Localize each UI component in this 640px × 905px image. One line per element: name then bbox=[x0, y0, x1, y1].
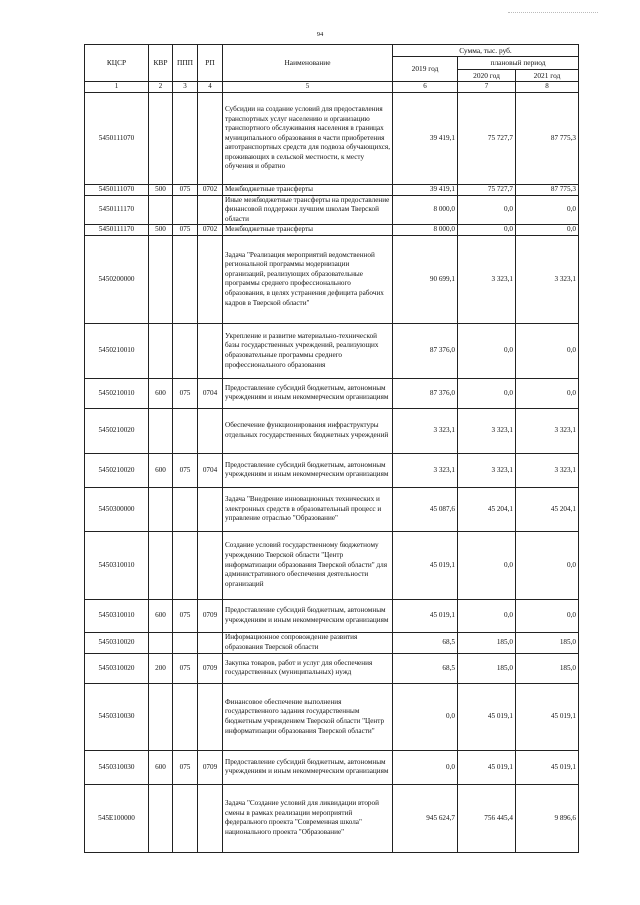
table-row bbox=[85, 453, 579, 487]
cell-name: Иные межбюджетные трансферты на предоставление финансовой поддержки лучшим школам Тверской области bbox=[223, 195, 393, 225]
table-row bbox=[85, 235, 579, 323]
cell-kvr bbox=[149, 683, 173, 750]
cell-kvr bbox=[149, 323, 173, 378]
cell-ppp: 075 bbox=[173, 750, 198, 784]
cell-2020: 185,0 bbox=[458, 653, 516, 683]
cell-2020: 75 727,7 bbox=[458, 93, 516, 185]
cell-kcsr: 5450310010 bbox=[85, 599, 149, 632]
table-row bbox=[85, 408, 579, 453]
cell-2021: 45 019,1 bbox=[516, 750, 579, 784]
cell-ppp: 075 bbox=[173, 599, 198, 632]
cell-kvr: 200 bbox=[149, 653, 173, 683]
table-row bbox=[85, 750, 579, 784]
header-kcsr: КЦСР bbox=[85, 45, 149, 82]
column-number: 8 bbox=[516, 82, 579, 93]
cell-name: Межбюджетные трансферты bbox=[223, 185, 393, 196]
cell-name: Задача "Реализация мероприятий ведомственной региональной программы модернизации организаций, реализующих образовательные программы среднего профессионального образования, в целях устранения дефицита рабочих кадров в Тверской области" bbox=[223, 235, 393, 323]
cell-rp: 0702 bbox=[198, 225, 223, 236]
header-ppp: ППП bbox=[173, 45, 198, 82]
cell-2021: 87 775,3 bbox=[516, 185, 579, 196]
cell-name: Создание условий государственному бюджетному учреждению Тверской области "Центр информатизации образования Тверской области" для административного обеспечения деятельности организаций bbox=[223, 531, 393, 599]
cell-rp: 0704 bbox=[198, 453, 223, 487]
table-row bbox=[85, 323, 579, 378]
cell-2019: 39 419,1 bbox=[393, 93, 458, 185]
cell-2021: 0,0 bbox=[516, 225, 579, 236]
cell-2020: 0,0 bbox=[458, 323, 516, 378]
cell-2020: 45 019,1 bbox=[458, 683, 516, 750]
cell-name: Субсидии на создание условий для предоставления транспортных услуг населению и организацию транспортного обслуживания населения в границах муниципального образования в части приобретения автотранспортных средств для подвоза обучающихся, проживающих в сельской местности, к месту обучения и обратно bbox=[223, 93, 393, 185]
column-number: 5 bbox=[223, 82, 393, 93]
cell-kvr: 500 bbox=[149, 225, 173, 236]
cell-name: Межбюджетные трансферты bbox=[223, 225, 393, 236]
cell-rp bbox=[198, 195, 223, 225]
table-row bbox=[85, 93, 579, 185]
cell-2021: 45 019,1 bbox=[516, 683, 579, 750]
cell-kcsr: 5450310020 bbox=[85, 632, 149, 653]
cell-kvr bbox=[149, 195, 173, 225]
cell-2019: 45 087,6 bbox=[393, 487, 458, 531]
cell-2019: 68,5 bbox=[393, 632, 458, 653]
cell-rp bbox=[198, 487, 223, 531]
cell-ppp: 075 bbox=[173, 653, 198, 683]
cell-kvr: 600 bbox=[149, 378, 173, 408]
cell-kcsr: 5450310030 bbox=[85, 683, 149, 750]
column-number: 1 bbox=[85, 82, 149, 93]
cell-kvr: 600 bbox=[149, 750, 173, 784]
cell-kcsr: 5450111170 bbox=[85, 225, 149, 236]
cell-kvr: 600 bbox=[149, 599, 173, 632]
cell-ppp bbox=[173, 195, 198, 225]
cell-kcsr: 5450310020 bbox=[85, 653, 149, 683]
cell-ppp bbox=[173, 323, 198, 378]
cell-2019: 0,0 bbox=[393, 683, 458, 750]
cell-2020: 756 445,4 bbox=[458, 784, 516, 852]
cell-rp bbox=[198, 408, 223, 453]
cell-2021: 0,0 bbox=[516, 323, 579, 378]
cell-2021: 45 204,1 bbox=[516, 487, 579, 531]
cell-2020: 0,0 bbox=[458, 599, 516, 632]
cell-2021: 185,0 bbox=[516, 632, 579, 653]
cell-kvr bbox=[149, 632, 173, 653]
cell-name: Задача "Создание условий для ликвидации второй смены в рамках реализации мероприятий федерального проекта "Современная школа" национального проекта "Образование" bbox=[223, 784, 393, 852]
cell-2019: 39 419,1 bbox=[393, 185, 458, 196]
cell-kvr bbox=[149, 93, 173, 185]
cell-ppp: 075 bbox=[173, 225, 198, 236]
cell-rp bbox=[198, 632, 223, 653]
header-name: Наименование bbox=[223, 45, 393, 82]
cell-ppp: 075 bbox=[173, 378, 198, 408]
cell-2021: 0,0 bbox=[516, 531, 579, 599]
cell-2020: 3 323,1 bbox=[458, 408, 516, 453]
column-number: 6 bbox=[393, 82, 458, 93]
cell-2020: 0,0 bbox=[458, 531, 516, 599]
table-row bbox=[85, 487, 579, 531]
cell-2020: 0,0 bbox=[458, 378, 516, 408]
cell-rp: 0704 bbox=[198, 378, 223, 408]
table-row bbox=[85, 225, 579, 236]
cell-kvr bbox=[149, 408, 173, 453]
column-number: 2 bbox=[149, 82, 173, 93]
header-2019: 2019 год bbox=[393, 57, 458, 82]
cell-kvr bbox=[149, 531, 173, 599]
cell-2019: 45 019,1 bbox=[393, 531, 458, 599]
cell-2019: 68,5 bbox=[393, 653, 458, 683]
cell-ppp bbox=[173, 235, 198, 323]
cell-kcsr: 5450310010 bbox=[85, 531, 149, 599]
cell-2020: 45 204,1 bbox=[458, 487, 516, 531]
cell-rp bbox=[198, 93, 223, 185]
cell-ppp bbox=[173, 632, 198, 653]
table-row bbox=[85, 632, 579, 653]
table-row bbox=[85, 784, 579, 852]
cell-rp: 0702 bbox=[198, 185, 223, 196]
column-number: 4 bbox=[198, 82, 223, 93]
cell-rp bbox=[198, 784, 223, 852]
cell-kcsr: 5450210010 bbox=[85, 378, 149, 408]
cell-name: Обеспечение функционирования инфраструктуры отдельных государственных бюджетных учреждений bbox=[223, 408, 393, 453]
cell-2020: 3 323,1 bbox=[458, 235, 516, 323]
cell-2020: 45 019,1 bbox=[458, 750, 516, 784]
cell-2021: 0,0 bbox=[516, 599, 579, 632]
page-number: 94 bbox=[316, 31, 324, 38]
cell-kcsr: 5450200000 bbox=[85, 235, 149, 323]
header-2021: 2021 год bbox=[516, 70, 579, 82]
table-row bbox=[85, 653, 579, 683]
cell-name: Предоставление субсидий бюджетным, автономным учреждениям и иным некоммерческим организациям bbox=[223, 750, 393, 784]
cell-2019: 8 000,0 bbox=[393, 225, 458, 236]
cell-kcsr: 5450111070 bbox=[85, 93, 149, 185]
cell-2021: 0,0 bbox=[516, 378, 579, 408]
cell-2019: 945 624,7 bbox=[393, 784, 458, 852]
cell-2021: 3 323,1 bbox=[516, 235, 579, 323]
cell-name: Информационное сопровождение развития образования Тверской области bbox=[223, 632, 393, 653]
column-number: 7 bbox=[458, 82, 516, 93]
cell-kcsr: 5450310030 bbox=[85, 750, 149, 784]
cell-2021: 3 323,1 bbox=[516, 408, 579, 453]
cell-rp: 0709 bbox=[198, 750, 223, 784]
cell-2020: 0,0 bbox=[458, 225, 516, 236]
cell-kvr bbox=[149, 235, 173, 323]
table-row bbox=[85, 185, 579, 196]
cell-2021: 0,0 bbox=[516, 195, 579, 225]
cell-ppp bbox=[173, 784, 198, 852]
scan-artifact bbox=[508, 12, 598, 15]
header-rp: РП bbox=[198, 45, 223, 82]
cell-ppp: 075 bbox=[173, 453, 198, 487]
cell-kcsr: 5450111070 bbox=[85, 185, 149, 196]
cell-2021: 3 323,1 bbox=[516, 453, 579, 487]
cell-name: Закупка товаров, работ и услуг для обеспечения государственных (муниципальных) нужд bbox=[223, 653, 393, 683]
budget-table bbox=[84, 44, 579, 853]
header-kvr: КВР bbox=[149, 45, 173, 82]
cell-ppp bbox=[173, 531, 198, 599]
cell-ppp: 075 bbox=[173, 185, 198, 196]
cell-name: Предоставление субсидий бюджетным, автономным учреждениям и иным некоммерческим организациям bbox=[223, 378, 393, 408]
cell-ppp bbox=[173, 683, 198, 750]
table-row bbox=[85, 683, 579, 750]
cell-rp bbox=[198, 531, 223, 599]
cell-2020: 0,0 bbox=[458, 195, 516, 225]
cell-2021: 185,0 bbox=[516, 653, 579, 683]
cell-2021: 87 775,3 bbox=[516, 93, 579, 185]
cell-kvr bbox=[149, 784, 173, 852]
cell-rp bbox=[198, 235, 223, 323]
cell-kcsr: 5450210020 bbox=[85, 453, 149, 487]
cell-kcsr: 5450111170 bbox=[85, 195, 149, 225]
cell-2019: 45 019,1 bbox=[393, 599, 458, 632]
table-body bbox=[85, 93, 579, 853]
cell-name: Укрепление и развитие материально-технической базы государственных учреждений, реализующих образовательные программы среднего профессионального образования bbox=[223, 323, 393, 378]
cell-name: Задача "Внедрение инновационных технических и электронных средств в образовательный процесс и управление отраслью "Образование" bbox=[223, 487, 393, 531]
cell-2019: 3 323,1 bbox=[393, 408, 458, 453]
cell-2020: 3 323,1 bbox=[458, 453, 516, 487]
cell-kcsr: 5450210020 bbox=[85, 408, 149, 453]
cell-2019: 90 699,1 bbox=[393, 235, 458, 323]
cell-name: Предоставление субсидий бюджетным, автономным учреждениям и иным некоммерческим организациям bbox=[223, 599, 393, 632]
table-row bbox=[85, 378, 579, 408]
cell-kcsr: 5450210010 bbox=[85, 323, 149, 378]
cell-rp: 0709 bbox=[198, 599, 223, 632]
table-row bbox=[85, 195, 579, 225]
header-2020: 2020 год bbox=[458, 70, 516, 82]
cell-2019: 3 323,1 bbox=[393, 453, 458, 487]
cell-kvr bbox=[149, 487, 173, 531]
cell-2019: 87 376,0 bbox=[393, 378, 458, 408]
cell-ppp bbox=[173, 487, 198, 531]
cell-kcsr: 5450300000 bbox=[85, 487, 149, 531]
column-number: 3 bbox=[173, 82, 198, 93]
cell-2019: 0,0 bbox=[393, 750, 458, 784]
cell-2019: 8 000,0 bbox=[393, 195, 458, 225]
table-row bbox=[85, 599, 579, 632]
cell-2020: 75 727,7 bbox=[458, 185, 516, 196]
column-number-row bbox=[85, 82, 579, 93]
cell-kvr: 500 bbox=[149, 185, 173, 196]
cell-2019: 87 376,0 bbox=[393, 323, 458, 378]
cell-2021: 9 896,6 bbox=[516, 784, 579, 852]
cell-rp bbox=[198, 323, 223, 378]
header-planned-period: плановый период bbox=[458, 57, 579, 70]
cell-kcsr: 545E100000 bbox=[85, 784, 149, 852]
cell-name: Предоставление субсидий бюджетным, автономным учреждениям и иным некоммерческим организациям bbox=[223, 453, 393, 487]
cell-kvr: 600 bbox=[149, 453, 173, 487]
header-sum: Сумма, тыс. руб. bbox=[393, 45, 579, 57]
cell-rp: 0709 bbox=[198, 653, 223, 683]
table-row bbox=[85, 531, 579, 599]
cell-ppp bbox=[173, 408, 198, 453]
cell-name: Финансовое обеспечение выполнения государственного задания государственным бюджетным учреждением Тверской области "Центр информатизации образования Тверской области" bbox=[223, 683, 393, 750]
cell-ppp bbox=[173, 93, 198, 185]
cell-2020: 185,0 bbox=[458, 632, 516, 653]
cell-rp bbox=[198, 683, 223, 750]
